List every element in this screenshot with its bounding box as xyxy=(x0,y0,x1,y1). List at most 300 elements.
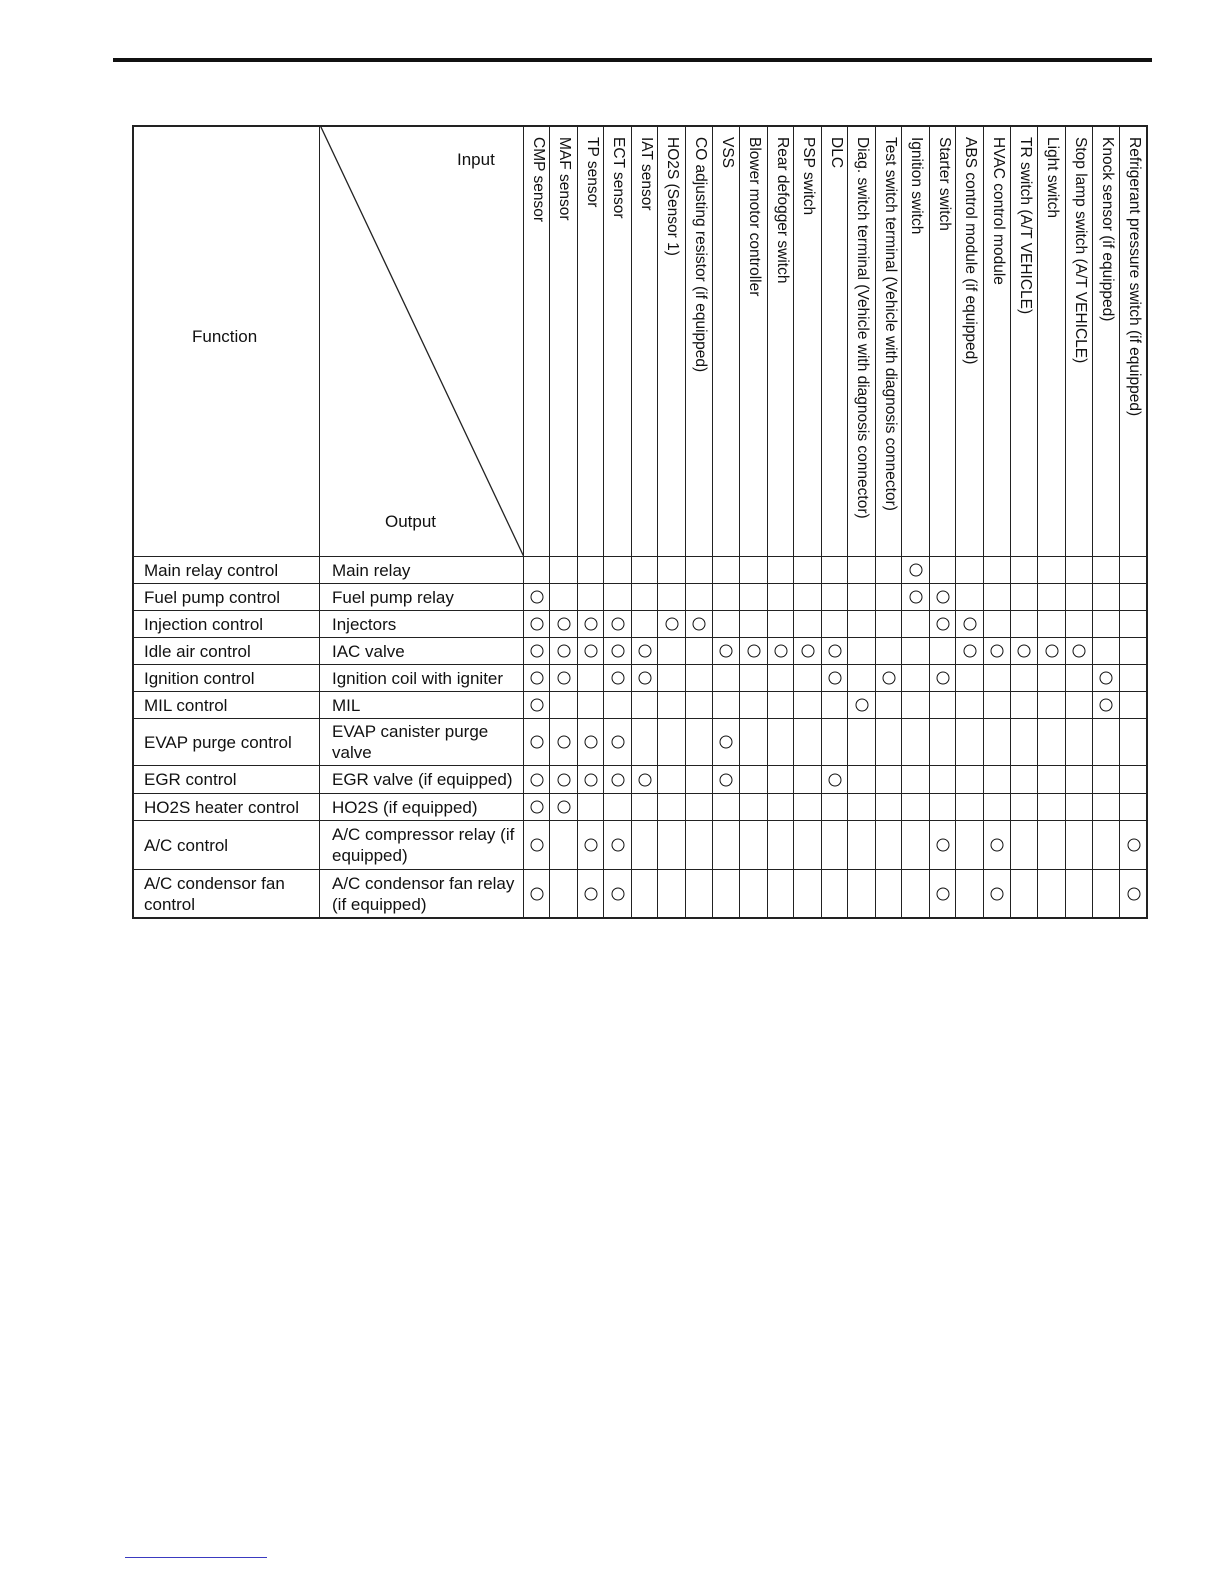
circle-mark-icon xyxy=(638,645,651,658)
matrix-cell xyxy=(740,557,768,584)
matrix-cell xyxy=(822,719,848,766)
circle-mark-icon xyxy=(774,645,787,658)
circle-mark-icon xyxy=(1100,672,1113,685)
matrix-cell xyxy=(550,557,578,584)
circle-mark-icon xyxy=(936,888,949,901)
circle-mark-icon xyxy=(638,672,651,685)
input-label: HO2S (Sensor 1) xyxy=(664,137,681,256)
matrix-cell xyxy=(794,692,822,719)
matrix-cell xyxy=(524,557,550,584)
circle-mark-icon xyxy=(1127,888,1140,901)
circle-mark-icon xyxy=(530,672,543,685)
matrix-cell xyxy=(1066,611,1093,638)
matrix-cell xyxy=(658,870,686,919)
circle-mark-icon xyxy=(720,736,733,749)
matrix-cell xyxy=(794,794,822,821)
matrix-cell xyxy=(1093,821,1120,870)
matrix-cell xyxy=(822,692,848,719)
input-column-header xyxy=(1093,125,1120,557)
matrix-cell xyxy=(848,794,876,821)
input-label: Light switch xyxy=(1044,137,1061,218)
circle-mark-icon xyxy=(611,888,624,901)
input-column-header xyxy=(794,125,822,557)
matrix-cell xyxy=(578,638,604,665)
matrix-cell xyxy=(604,870,632,919)
output-cell: HO2S (if equipped) xyxy=(320,794,524,821)
matrix-cell xyxy=(1120,557,1148,584)
matrix-cell xyxy=(902,766,930,794)
matrix-cell xyxy=(740,870,768,919)
matrix-cell xyxy=(1066,870,1093,919)
input-column-header xyxy=(984,125,1011,557)
matrix-cell xyxy=(794,584,822,611)
matrix-cell xyxy=(902,584,930,611)
matrix-cell xyxy=(713,870,740,919)
matrix-cell xyxy=(794,766,822,794)
matrix-cell xyxy=(1038,719,1066,766)
matrix-cell xyxy=(632,665,658,692)
matrix-cell xyxy=(956,870,984,919)
matrix-cell xyxy=(956,638,984,665)
matrix-cell xyxy=(686,870,713,919)
input-label: VSS xyxy=(719,137,736,169)
function-cell: Main relay control xyxy=(132,557,320,584)
matrix-cell xyxy=(1066,692,1093,719)
matrix-cell xyxy=(632,766,658,794)
matrix-cell xyxy=(1066,821,1093,870)
matrix-cell xyxy=(1093,794,1120,821)
matrix-cell xyxy=(876,870,902,919)
output-header: Output xyxy=(385,512,437,531)
matrix-cell xyxy=(876,821,902,870)
input-column-header xyxy=(902,125,930,557)
matrix-cell xyxy=(876,638,902,665)
matrix-cell xyxy=(713,584,740,611)
circle-mark-icon xyxy=(611,645,624,658)
input-column-header xyxy=(604,125,632,557)
matrix-cell xyxy=(1120,766,1148,794)
matrix-cell xyxy=(930,611,956,638)
matrix-cell xyxy=(1011,766,1038,794)
matrix-cell xyxy=(604,584,632,611)
matrix-cell xyxy=(984,794,1011,821)
circle-mark-icon xyxy=(909,591,922,604)
matrix-cell xyxy=(578,692,604,719)
matrix-cell xyxy=(794,870,822,919)
matrix-cell xyxy=(550,665,578,692)
matrix-cell xyxy=(713,557,740,584)
matrix-cell xyxy=(794,665,822,692)
function-cell: EGR control xyxy=(132,766,320,794)
matrix-cell xyxy=(604,665,632,692)
matrix-cell xyxy=(632,584,658,611)
output-cell: MIL xyxy=(320,692,524,719)
input-label: MAF sensor xyxy=(556,137,573,221)
matrix-cell xyxy=(632,821,658,870)
circle-mark-icon xyxy=(557,672,570,685)
matrix-cell xyxy=(713,766,740,794)
circle-mark-icon xyxy=(557,773,570,786)
matrix-cell xyxy=(740,611,768,638)
circle-mark-icon xyxy=(584,773,597,786)
matrix-cell xyxy=(1038,557,1066,584)
output-cell: A/C condensor fan relay (if equipped) xyxy=(320,870,524,919)
matrix-cell xyxy=(604,557,632,584)
matrix-cell xyxy=(768,870,794,919)
circle-mark-icon xyxy=(882,672,895,685)
matrix-cell xyxy=(658,584,686,611)
matrix-cell xyxy=(956,794,984,821)
input-header: Input xyxy=(457,150,495,169)
matrix-cell xyxy=(984,584,1011,611)
input-output-header-cell xyxy=(320,125,524,557)
matrix-cell xyxy=(1066,557,1093,584)
matrix-cell xyxy=(768,692,794,719)
matrix-cell xyxy=(524,794,550,821)
circle-mark-icon xyxy=(963,645,976,658)
matrix-cell xyxy=(930,638,956,665)
matrix-cell xyxy=(658,719,686,766)
matrix-cell xyxy=(876,794,902,821)
matrix-cell xyxy=(632,638,658,665)
matrix-cell xyxy=(524,665,550,692)
input-column-header xyxy=(550,125,578,557)
matrix-cell xyxy=(848,638,876,665)
matrix-cell xyxy=(1093,611,1120,638)
matrix-cell xyxy=(822,638,848,665)
matrix-cell xyxy=(550,719,578,766)
matrix-cell xyxy=(578,665,604,692)
input-column-header xyxy=(768,125,794,557)
circle-mark-icon xyxy=(530,888,543,901)
matrix-cell xyxy=(956,821,984,870)
matrix-cell xyxy=(822,611,848,638)
output-cell: EGR valve (if equipped) xyxy=(320,766,524,794)
circle-mark-icon xyxy=(1073,645,1086,658)
matrix-cell xyxy=(1038,665,1066,692)
matrix-cell xyxy=(658,665,686,692)
matrix-cell xyxy=(984,692,1011,719)
input-column-header xyxy=(848,125,876,557)
matrix-cell xyxy=(822,557,848,584)
matrix-cell xyxy=(848,692,876,719)
circle-mark-icon xyxy=(530,736,543,749)
matrix-cell xyxy=(984,766,1011,794)
matrix-cell xyxy=(1093,870,1120,919)
matrix-cell xyxy=(902,794,930,821)
matrix-cell xyxy=(930,870,956,919)
input-label: Knock sensor (if equipped) xyxy=(1099,137,1116,322)
circle-mark-icon xyxy=(909,564,922,577)
circle-mark-icon xyxy=(530,618,543,631)
footer-rule xyxy=(125,1557,267,1558)
circle-mark-icon xyxy=(557,618,570,631)
circle-mark-icon xyxy=(557,736,570,749)
input-label: ABS control module (if equipped) xyxy=(962,137,979,365)
matrix-cell xyxy=(768,821,794,870)
matrix-cell xyxy=(1120,794,1148,821)
function-header: Function xyxy=(192,327,258,346)
matrix-cell xyxy=(1011,692,1038,719)
matrix-cell xyxy=(1120,719,1148,766)
matrix-cell xyxy=(524,821,550,870)
input-label: Starter switch xyxy=(936,137,953,231)
matrix-cell xyxy=(1038,794,1066,821)
matrix-cell xyxy=(578,719,604,766)
matrix-cell xyxy=(713,638,740,665)
matrix-cell xyxy=(984,638,1011,665)
matrix-cell xyxy=(822,821,848,870)
matrix-cell xyxy=(956,584,984,611)
matrix-cell xyxy=(550,821,578,870)
matrix-cell xyxy=(794,638,822,665)
matrix-cell xyxy=(740,794,768,821)
matrix-cell xyxy=(686,584,713,611)
matrix-cell xyxy=(768,584,794,611)
matrix-cell xyxy=(984,821,1011,870)
matrix-cell xyxy=(686,557,713,584)
matrix-cell xyxy=(1011,821,1038,870)
matrix-cell xyxy=(1011,557,1038,584)
matrix-cell xyxy=(1038,584,1066,611)
matrix-cell xyxy=(713,692,740,719)
input-column-header xyxy=(1038,125,1066,557)
matrix-cell xyxy=(713,611,740,638)
circle-mark-icon xyxy=(530,839,543,852)
function-cell: Idle air control xyxy=(132,638,320,665)
matrix-cell xyxy=(822,665,848,692)
matrix-cell xyxy=(740,821,768,870)
matrix-cell xyxy=(902,821,930,870)
matrix-cell xyxy=(658,821,686,870)
input-label: PSP switch xyxy=(800,137,817,216)
input-column-header xyxy=(1066,125,1093,557)
input-column-header xyxy=(1011,125,1038,557)
matrix-cell xyxy=(956,719,984,766)
matrix-cell xyxy=(1066,584,1093,611)
input-column-header xyxy=(713,125,740,557)
matrix-cell xyxy=(822,794,848,821)
matrix-cell xyxy=(984,557,1011,584)
matrix-cell xyxy=(578,557,604,584)
matrix-cell xyxy=(578,584,604,611)
matrix-cell xyxy=(1120,692,1148,719)
matrix-cell xyxy=(1038,870,1066,919)
output-cell: Ignition coil with igniter xyxy=(320,665,524,692)
matrix-cell xyxy=(848,766,876,794)
matrix-cell xyxy=(1038,821,1066,870)
matrix-cell xyxy=(1038,611,1066,638)
matrix-cell xyxy=(550,870,578,919)
matrix-cell xyxy=(902,692,930,719)
circle-mark-icon xyxy=(991,839,1004,852)
input-label: Stop lamp switch (A/T VEHICLE) xyxy=(1072,137,1089,364)
circle-mark-icon xyxy=(747,645,760,658)
matrix-cell xyxy=(1066,794,1093,821)
matrix-cell xyxy=(768,557,794,584)
circle-mark-icon xyxy=(828,645,841,658)
function-cell: Ignition control xyxy=(132,665,320,692)
matrix-cell xyxy=(524,870,550,919)
matrix-cell xyxy=(604,794,632,821)
circle-mark-icon xyxy=(611,618,624,631)
matrix-cell xyxy=(604,692,632,719)
matrix-cell xyxy=(578,870,604,919)
circle-mark-icon xyxy=(801,645,814,658)
input-column-header xyxy=(658,125,686,557)
matrix-cell xyxy=(1011,611,1038,638)
function-cell: A/C control xyxy=(132,821,320,870)
circle-mark-icon xyxy=(557,645,570,658)
matrix-cell xyxy=(604,766,632,794)
matrix-cell xyxy=(848,557,876,584)
matrix-cell xyxy=(984,870,1011,919)
matrix-cell xyxy=(956,557,984,584)
function-cell: MIL control xyxy=(132,692,320,719)
input-label: DLC xyxy=(828,137,845,169)
matrix-cell xyxy=(740,692,768,719)
circle-mark-icon xyxy=(638,773,651,786)
matrix-cell xyxy=(902,870,930,919)
matrix-cell xyxy=(768,638,794,665)
matrix-cell xyxy=(1038,692,1066,719)
circle-mark-icon xyxy=(584,888,597,901)
output-cell: Fuel pump relay xyxy=(320,584,524,611)
circle-mark-icon xyxy=(828,672,841,685)
circle-mark-icon xyxy=(1127,839,1140,852)
input-column-header xyxy=(930,125,956,557)
matrix-cell xyxy=(632,870,658,919)
matrix-cell xyxy=(768,719,794,766)
matrix-cell xyxy=(604,638,632,665)
matrix-cell xyxy=(1011,719,1038,766)
input-label: ECT sensor xyxy=(610,137,627,219)
matrix-cell xyxy=(956,611,984,638)
circle-mark-icon xyxy=(584,618,597,631)
matrix-cell xyxy=(1066,638,1093,665)
matrix-cell xyxy=(1120,584,1148,611)
matrix-cell xyxy=(848,870,876,919)
circle-mark-icon xyxy=(991,888,1004,901)
matrix-cell xyxy=(550,584,578,611)
input-label: CMP sensor xyxy=(530,137,547,222)
input-column-header xyxy=(1120,125,1148,557)
matrix-cell xyxy=(550,638,578,665)
circle-mark-icon xyxy=(611,672,624,685)
output-cell: Main relay xyxy=(320,557,524,584)
input-column-header xyxy=(686,125,713,557)
matrix-cell xyxy=(524,719,550,766)
matrix-cell xyxy=(1093,638,1120,665)
output-cell: Injectors xyxy=(320,611,524,638)
matrix-cell xyxy=(1066,719,1093,766)
matrix-cell xyxy=(740,766,768,794)
matrix-cell xyxy=(794,719,822,766)
matrix-cell xyxy=(930,665,956,692)
matrix-cell xyxy=(876,766,902,794)
matrix-cell xyxy=(578,794,604,821)
circle-mark-icon xyxy=(936,618,949,631)
matrix-cell xyxy=(604,821,632,870)
matrix-cell xyxy=(1011,665,1038,692)
matrix-cell xyxy=(1038,638,1066,665)
function-cell: HO2S heater control xyxy=(132,794,320,821)
matrix-cell xyxy=(1011,870,1038,919)
function-cell: Injection control xyxy=(132,611,320,638)
matrix-cell xyxy=(848,719,876,766)
matrix-cell xyxy=(578,821,604,870)
input-output-table xyxy=(132,125,1148,919)
circle-mark-icon xyxy=(1100,699,1113,712)
matrix-cell xyxy=(1093,665,1120,692)
circle-mark-icon xyxy=(1045,645,1058,658)
circle-mark-icon xyxy=(530,645,543,658)
matrix-cell xyxy=(686,821,713,870)
function-cell: Fuel pump control xyxy=(132,584,320,611)
matrix-cell xyxy=(768,665,794,692)
input-column-header xyxy=(822,125,848,557)
circle-mark-icon xyxy=(936,591,949,604)
matrix-cell xyxy=(984,719,1011,766)
matrix-cell xyxy=(1011,584,1038,611)
circle-mark-icon xyxy=(936,839,949,852)
input-label: Ignition switch xyxy=(908,137,925,235)
circle-mark-icon xyxy=(963,618,976,631)
output-cell: IAC valve xyxy=(320,638,524,665)
matrix-cell xyxy=(1120,638,1148,665)
matrix-cell xyxy=(1093,719,1120,766)
matrix-cell xyxy=(956,692,984,719)
output-cell: EVAP canister purge valve xyxy=(320,719,524,766)
matrix-cell xyxy=(876,557,902,584)
matrix-cell xyxy=(604,611,632,638)
circle-mark-icon xyxy=(991,645,1004,658)
circle-mark-icon xyxy=(611,736,624,749)
matrix-cell xyxy=(632,611,658,638)
input-column-header xyxy=(740,125,768,557)
matrix-cell xyxy=(550,794,578,821)
matrix-cell xyxy=(658,611,686,638)
matrix-cell xyxy=(740,665,768,692)
matrix-cell xyxy=(930,719,956,766)
matrix-cell xyxy=(930,794,956,821)
matrix-cell xyxy=(686,719,713,766)
matrix-cell xyxy=(902,611,930,638)
matrix-cell xyxy=(1011,794,1038,821)
matrix-cell xyxy=(876,719,902,766)
input-column-header xyxy=(524,125,550,557)
matrix-cell xyxy=(768,766,794,794)
matrix-cell xyxy=(930,821,956,870)
circle-mark-icon xyxy=(584,645,597,658)
matrix-cell xyxy=(876,584,902,611)
matrix-cell xyxy=(524,692,550,719)
matrix-cell xyxy=(686,692,713,719)
matrix-cell xyxy=(876,611,902,638)
function-header-cell xyxy=(132,125,320,557)
matrix-cell xyxy=(902,665,930,692)
matrix-cell xyxy=(658,692,686,719)
matrix-cell xyxy=(956,766,984,794)
matrix-cell xyxy=(768,611,794,638)
circle-mark-icon xyxy=(693,618,706,631)
matrix-cell xyxy=(902,638,930,665)
matrix-cell xyxy=(740,638,768,665)
matrix-cell xyxy=(686,794,713,821)
matrix-cell xyxy=(848,611,876,638)
matrix-cell xyxy=(848,584,876,611)
matrix-cell xyxy=(794,611,822,638)
